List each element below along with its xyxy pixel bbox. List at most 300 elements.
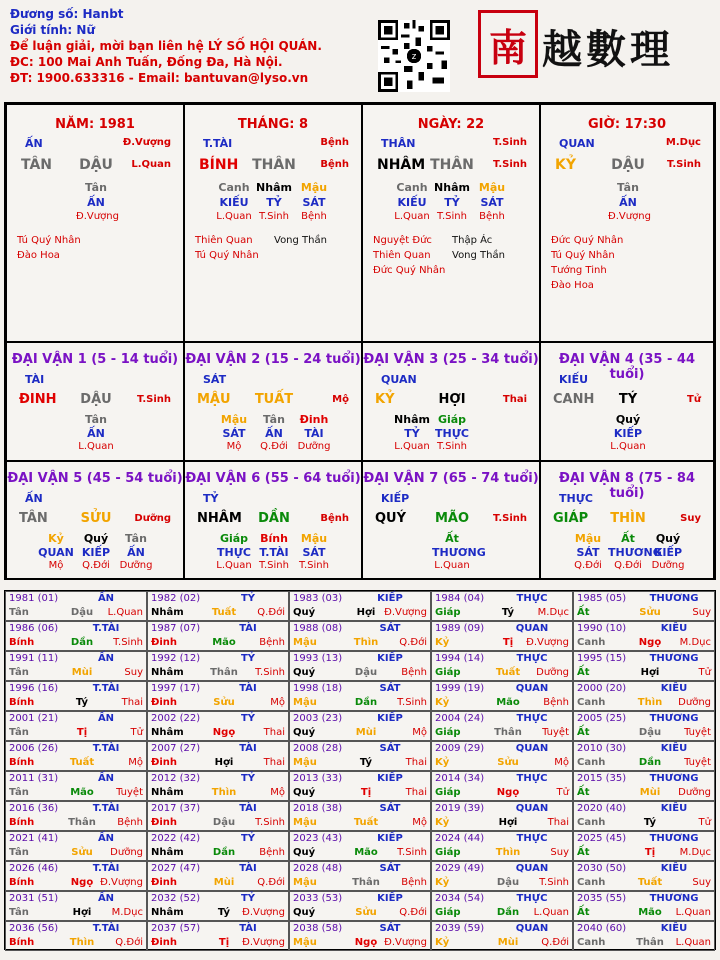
pillar-2[interactable]	[362, 104, 540, 342]
year-cell[interactable]	[573, 831, 715, 861]
hidden-stem: Tân	[85, 413, 107, 426]
year-cell[interactable]	[5, 921, 147, 951]
year-stem: Kỷ	[435, 877, 450, 888]
year-label: 2011 (31)	[9, 773, 59, 784]
hidden-life-stage: Q.Đới	[574, 560, 602, 571]
year-branch: Thân	[636, 937, 664, 948]
year-cell[interactable]	[573, 891, 715, 921]
year-label: 1998 (18)	[293, 683, 343, 694]
year-stem: Mậu	[293, 637, 317, 648]
year-label: 2033 (53)	[293, 893, 343, 904]
hidden-stem: Mậu	[220, 413, 248, 426]
year-cell[interactable]	[289, 801, 431, 831]
hidden-life-stage: L.Quan	[78, 441, 114, 452]
phone-email-line[interactable]: ĐT: 1900.633316 - Email: bantuvan@lyso.vn	[10, 71, 309, 85]
year-cell[interactable]	[289, 681, 431, 711]
year-cell[interactable]	[5, 831, 147, 861]
year-branch: Thìn	[353, 637, 379, 648]
year-stem: Mậu	[293, 937, 317, 948]
year-stem: Kỷ	[435, 817, 450, 828]
year-stem: Giáp	[435, 787, 461, 798]
year-stem: Giáp	[435, 607, 461, 618]
dai-van-stem: NHÂM	[197, 511, 242, 526]
year-cell[interactable]	[5, 861, 147, 891]
year-label: 2038 (58)	[293, 923, 343, 934]
earthly-branch: THÂN	[252, 157, 296, 173]
year-stem: Đinh	[151, 817, 178, 828]
year-cell[interactable]	[289, 651, 431, 681]
year-stem: Ất	[577, 727, 590, 738]
year-ten-god: KIÊU	[660, 623, 688, 634]
hidden-ten-god: SÁT	[302, 196, 326, 209]
hidden-life-stage: T.Sinh	[437, 441, 467, 452]
year-life-stage: L.Quan	[533, 907, 569, 918]
dai-van-ten-god: SÁT	[203, 373, 227, 386]
year-ten-god: SÁT	[379, 923, 401, 934]
year-label: 1983 (03)	[293, 593, 343, 604]
hidden-ten-god: ẤN	[87, 196, 105, 209]
year-ten-god: TÀI	[239, 743, 257, 754]
year-ten-god: TÀI	[239, 623, 257, 634]
hidden-ten-god: TỶ	[266, 196, 282, 209]
good-star: Đức Quý Nhân	[373, 265, 446, 276]
hidden-life-stage: L.Quan	[394, 211, 430, 222]
year-label: 1987 (07)	[151, 623, 201, 634]
year-branch: Tý	[501, 607, 515, 618]
year-branch: Dần	[638, 757, 662, 768]
year-stem: Kỷ	[435, 937, 450, 948]
good-star: Thiên Quan	[195, 235, 253, 246]
owner-name: Đương số: Hanbt	[10, 7, 124, 21]
year-life-stage: Dưỡng	[536, 667, 569, 678]
dai-van-life-stage: T.Sinh	[493, 513, 527, 524]
year-life-stage: Tử	[698, 667, 711, 678]
dai-van-life-stage: T.Sinh	[137, 394, 171, 405]
stem-life-stage: Bệnh	[320, 137, 349, 148]
hidden-stem: Canh	[396, 181, 428, 194]
hidden-ten-god: SÁT	[222, 427, 246, 440]
year-cell[interactable]	[5, 891, 147, 921]
hidden-ten-god: ẤN	[87, 427, 105, 440]
year-cell[interactable]	[147, 621, 289, 651]
year-cell[interactable]	[573, 801, 715, 831]
pillar-1[interactable]	[184, 104, 362, 342]
year-cell[interactable]	[5, 621, 147, 651]
year-stem: Quý	[293, 727, 316, 738]
dai-van-life-stage: Bệnh	[320, 513, 349, 524]
year-stem: Mậu	[293, 877, 317, 888]
year-cell[interactable]	[147, 651, 289, 681]
dai-van-branch: TUẤT	[254, 392, 294, 407]
year-branch: Sửu	[355, 907, 377, 918]
year-ten-god: KIÊU	[660, 923, 688, 934]
year-label: 2010 (30)	[577, 743, 627, 754]
earthly-branch: DẬU	[611, 157, 645, 173]
dai-van-4[interactable]	[540, 342, 714, 461]
year-cell[interactable]	[5, 801, 147, 831]
year-branch: Thân	[210, 667, 238, 678]
year-stem: Tân	[9, 787, 29, 798]
year-cell[interactable]	[573, 921, 715, 951]
hidden-life-stage: Đ.Vượng	[76, 211, 119, 222]
year-branch: Dần	[354, 697, 378, 708]
year-life-stage: T.Sinh	[113, 637, 143, 648]
year-label: 2022 (42)	[151, 833, 201, 844]
year-cell[interactable]	[147, 771, 289, 801]
year-branch: Tị	[218, 937, 230, 948]
year-stem: Giáp	[435, 907, 461, 918]
dai-van-ten-god: KIẾU	[559, 373, 589, 386]
year-label: 2024 (44)	[435, 833, 485, 844]
hidden-ten-god: THƯƠNG	[608, 546, 662, 559]
year-cell[interactable]	[431, 711, 573, 741]
year-cell[interactable]	[289, 741, 431, 771]
dai-van-6[interactable]	[184, 461, 362, 580]
year-stem: Ất	[577, 787, 590, 798]
year-cell[interactable]	[5, 771, 147, 801]
year-ten-god: TỶ	[240, 593, 256, 604]
year-life-stage: T.Sinh	[255, 667, 285, 678]
dai-van-ten-god: ẤN	[25, 492, 43, 505]
dai-van-stem: QUÝ	[375, 511, 407, 526]
hidden-stem: Tân	[125, 532, 147, 545]
year-ten-god: THỰC	[516, 833, 548, 844]
year-cell[interactable]	[5, 591, 147, 621]
year-cell[interactable]	[431, 891, 573, 921]
dai-van-title: ĐẠI VẬN 3 (25 - 34 tuổi)	[363, 352, 539, 367]
hidden-stem: Nhâm	[434, 181, 470, 194]
brand-logo	[478, 10, 710, 78]
year-cell[interactable]	[289, 831, 431, 861]
year-cell[interactable]	[5, 741, 147, 771]
hidden-life-stage: Q.Đới	[614, 560, 642, 571]
year-cell[interactable]	[147, 741, 289, 771]
hidden-life-stage: Bệnh	[479, 211, 505, 222]
hidden-life-stage: T.Sinh	[259, 560, 289, 571]
dai-van-stem: KỶ	[375, 392, 395, 407]
year-cell[interactable]	[289, 891, 431, 921]
year-cell[interactable]	[147, 831, 289, 861]
year-label: 1984 (04)	[435, 593, 485, 604]
heavenly-stem: NHÂM	[377, 157, 426, 173]
year-ten-god: ẤN	[97, 773, 115, 784]
gender: Giới tính: Nữ	[10, 23, 95, 37]
year-stem: Quý	[293, 667, 316, 678]
dai-van-title: ĐẠI VẬN 5 (45 - 54 tuổi)	[7, 471, 183, 486]
bad-star: Vong Thần	[274, 235, 327, 246]
year-label: 2012 (32)	[151, 773, 201, 784]
year-cell[interactable]	[147, 801, 289, 831]
year-stem: Canh	[577, 757, 606, 768]
year-life-stage: Bệnh	[117, 817, 143, 828]
hidden-ten-god: THỰC	[217, 546, 251, 559]
hidden-stem: Quý	[83, 532, 109, 545]
hidden-stem: Tân	[85, 181, 107, 194]
year-cell[interactable]	[147, 891, 289, 921]
dai-van-title: ĐẠI VẬN 8 (75 - 84 tuổi)	[559, 471, 695, 501]
year-cell[interactable]	[573, 591, 715, 621]
year-branch: Ngọ	[212, 727, 236, 738]
heavenly-stem: TÂN	[21, 157, 53, 173]
hidden-stem: Mậu	[478, 181, 506, 194]
year-branch: Hợi	[214, 757, 234, 768]
hidden-ten-god: TỶ	[404, 427, 420, 440]
year-stem: Giáp	[435, 847, 461, 858]
year-cell[interactable]	[573, 711, 715, 741]
hidden-life-stage: Dưỡng	[651, 560, 685, 571]
hidden-stem: Ất	[445, 532, 459, 545]
dai-van-3[interactable]	[362, 342, 540, 461]
year-stem: Tân	[9, 667, 29, 678]
year-ten-god: TỶ	[240, 713, 256, 724]
dai-van-stem: GIÁP	[553, 511, 589, 526]
year-life-stage: Tử	[130, 727, 143, 738]
year-stem: Đinh	[151, 637, 178, 648]
hidden-life-stage: L.Quan	[216, 211, 252, 222]
good-star: Thiên Quan	[373, 250, 431, 261]
heavenly-stem: BÍNH	[199, 157, 239, 173]
hidden-ten-god: THỰC	[435, 427, 469, 440]
dai-van-branch: HỢI	[438, 392, 466, 407]
dai-van-1[interactable]	[6, 342, 184, 461]
year-stem: Kỷ	[435, 637, 450, 648]
year-life-stage: L.Quan	[675, 907, 711, 918]
year-life-stage: M.Dục	[537, 607, 569, 618]
year-ten-god: SÁT	[379, 743, 401, 754]
year-ten-god: TÀI	[239, 923, 257, 934]
year-ten-god: T.TÀI	[92, 923, 120, 934]
year-ten-god: THƯƠNG	[649, 833, 699, 844]
year-branch: Mão	[354, 847, 378, 858]
year-cell[interactable]	[289, 621, 431, 651]
brand-name: 越數理	[542, 26, 674, 73]
year-label: 2009 (29)	[435, 743, 485, 754]
year-ten-god: QUAN	[515, 863, 549, 874]
year-stem: Canh	[577, 817, 606, 828]
hidden-ten-god: SÁT	[302, 546, 326, 559]
hidden-ten-god: TÀI	[304, 427, 324, 440]
year-label: 2018 (38)	[293, 803, 343, 814]
year-label: 1982 (02)	[151, 593, 201, 604]
year-label: 2014 (34)	[435, 773, 485, 784]
year-branch: Tuất	[495, 667, 521, 678]
hidden-ten-god: KIẾP	[653, 546, 683, 559]
year-label: 2030 (50)	[577, 863, 627, 874]
year-cell[interactable]	[147, 921, 289, 951]
year-branch: Thìn	[211, 787, 237, 798]
year-cell[interactable]	[289, 711, 431, 741]
pillar-title: GIỜ: 17:30	[588, 117, 666, 132]
year-cell[interactable]	[431, 651, 573, 681]
year-ten-god: KIẾP	[377, 833, 403, 844]
hidden-ten-god: KIẾP	[81, 546, 111, 559]
dai-van-branch: SỬU	[80, 511, 112, 526]
year-branch: Ngọ	[496, 787, 520, 798]
year-branch: Tị	[502, 637, 514, 648]
dai-van-7[interactable]	[362, 461, 540, 580]
year-branch: Dậu	[354, 667, 378, 678]
year-ten-god: QUAN	[515, 803, 549, 814]
year-life-stage: T.Sinh	[539, 877, 569, 888]
year-ten-god: TÀI	[239, 863, 257, 874]
good-star: Tú Quý Nhân	[17, 235, 81, 246]
hidden-ten-god: ẤN	[127, 546, 145, 559]
year-cell[interactable]	[147, 681, 289, 711]
dai-van-title: ĐẠI VẬN 7 (65 - 74 tuổi)	[363, 471, 539, 486]
year-ten-god: ẤN	[97, 713, 115, 724]
year-branch: Thân	[68, 817, 96, 828]
branch-life-stage: L.Quan	[131, 159, 171, 170]
year-label: 1997 (17)	[151, 683, 201, 694]
year-cell[interactable]	[289, 921, 431, 951]
hidden-ten-god: ẤN	[619, 196, 637, 209]
year-cell[interactable]	[431, 831, 573, 861]
stem-life-stage: M.Dục	[665, 137, 701, 148]
hidden-life-stage: Q.Đới	[82, 560, 110, 571]
year-life-stage: Tuyệt	[684, 727, 711, 738]
year-cell[interactable]	[289, 771, 431, 801]
year-cell[interactable]	[289, 861, 431, 891]
hidden-life-stage: Bệnh	[301, 211, 327, 222]
year-cell[interactable]	[147, 711, 289, 741]
year-cell[interactable]	[431, 621, 573, 651]
year-life-stage: Thai	[121, 697, 143, 708]
year-life-stage: L.Quan	[675, 937, 711, 948]
year-label: 2002 (22)	[151, 713, 201, 724]
year-cell[interactable]	[5, 681, 147, 711]
hidden-stem: Nhâm	[394, 413, 430, 426]
year-cell[interactable]	[5, 651, 147, 681]
dai-van-8[interactable]	[540, 461, 714, 580]
dai-van-5[interactable]	[6, 461, 184, 580]
year-stem: Nhâm	[151, 907, 184, 918]
pillar-0[interactable]	[6, 104, 184, 342]
year-cell[interactable]	[5, 711, 147, 741]
year-cell[interactable]	[573, 771, 715, 801]
year-cell[interactable]	[431, 801, 573, 831]
year-branch: Tý	[643, 817, 657, 828]
year-ten-god: KIẾP	[377, 713, 403, 724]
seal-stamp: 南	[478, 10, 538, 78]
hidden-life-stage: Dưỡng	[119, 560, 153, 571]
year-stem: Mậu	[293, 817, 317, 828]
year-label: 2001 (21)	[9, 713, 59, 724]
dai-van-ten-god: TỶ	[203, 492, 219, 505]
year-cell[interactable]	[431, 861, 573, 891]
year-life-stage: Suy	[692, 607, 711, 618]
year-stem: Canh	[577, 637, 606, 648]
year-label: 2021 (41)	[9, 833, 59, 844]
good-star: Tướng Tinh	[551, 265, 607, 276]
year-branch: Hợi	[498, 817, 518, 828]
year-label: 1996 (16)	[9, 683, 59, 694]
year-cell[interactable]	[431, 771, 573, 801]
year-label: 2016 (36)	[9, 803, 59, 814]
pillar-3[interactable]	[540, 104, 714, 342]
year-stem: Giáp	[435, 667, 461, 678]
branch-life-stage: T.Sinh	[667, 159, 701, 170]
year-life-stage: Tử	[556, 787, 569, 798]
year-cell[interactable]	[431, 741, 573, 771]
year-life-stage: Đ.Vượng	[384, 607, 427, 618]
year-stem: Bính	[9, 637, 35, 648]
year-label: 1994 (14)	[435, 653, 485, 664]
good-star: Tú Quý Nhân	[195, 250, 259, 261]
year-cell[interactable]	[573, 651, 715, 681]
year-cell[interactable]	[147, 861, 289, 891]
year-label: 1986 (06)	[9, 623, 59, 634]
hidden-life-stage: T.Sinh	[437, 211, 467, 222]
year-cell[interactable]	[573, 621, 715, 651]
good-star: Đào Hoa	[17, 250, 60, 261]
year-cell[interactable]	[431, 591, 573, 621]
year-label: 2040 (60)	[577, 923, 627, 934]
hidden-stem: Kỷ	[48, 532, 64, 545]
stem-life-stage: Đ.Vượng	[122, 137, 171, 148]
year-life-stage: Tử	[698, 817, 711, 828]
good-star: Đức Quý Nhân	[551, 235, 624, 246]
contact-line[interactable]: Để luận giải, mời bạn liên hệ LÝ SỐ HỘI QUÁN.	[10, 39, 322, 53]
year-life-stage: Q.Đới	[257, 607, 285, 618]
year-stem: Giáp	[435, 727, 461, 738]
dai-van-title: ĐẠI VẬN 6 (55 - 64 tuổi)	[185, 471, 361, 486]
year-ten-god: T.TÀI	[92, 803, 120, 814]
year-stem: Ất	[577, 847, 590, 858]
hidden-ten-god: KIẾU	[219, 196, 249, 209]
year-branch: Tuất	[211, 607, 237, 618]
year-cell[interactable]	[573, 681, 715, 711]
year-label: 2000 (20)	[577, 683, 627, 694]
year-cell[interactable]	[431, 681, 573, 711]
year-label: 1999 (19)	[435, 683, 485, 694]
year-cell[interactable]	[573, 861, 715, 891]
year-label: 2029 (49)	[435, 863, 485, 874]
dai-van-life-stage: Suy	[680, 513, 701, 524]
year-branch: Sửu	[213, 697, 235, 708]
year-stem: Bính	[9, 877, 35, 888]
year-branch: Mùi	[355, 727, 377, 738]
year-cell[interactable]	[147, 591, 289, 621]
year-branch: Thìn	[69, 937, 95, 948]
year-life-stage: Bệnh	[259, 637, 285, 648]
year-life-stage: Đ.Vượng	[100, 877, 143, 888]
dai-van-ten-god: QUAN	[381, 373, 417, 386]
dai-van-branch: DẦN	[258, 511, 290, 526]
year-label: 2008 (28)	[293, 743, 343, 754]
year-cell[interactable]	[573, 741, 715, 771]
dai-van-2[interactable]	[184, 342, 362, 461]
dai-van-title: ĐẠI VẬN 4 (35 - 44 tuổi)	[559, 352, 695, 382]
dai-van-ten-god: KIẾP	[381, 492, 410, 505]
year-ten-god: QUAN	[515, 623, 549, 634]
qr-code-icon[interactable]	[378, 20, 450, 92]
year-stem: Kỷ	[435, 697, 450, 708]
hidden-stem: Canh	[218, 181, 250, 194]
year-life-stage: Đ.Vượng	[526, 637, 569, 648]
year-ten-god: TỶ	[240, 893, 256, 904]
year-ten-god: QUAN	[515, 923, 549, 934]
year-branch: Tuất	[69, 757, 95, 768]
year-label: 2037 (57)	[151, 923, 201, 934]
dai-van-life-stage: Thai	[502, 394, 527, 405]
year-ten-god: T.TÀI	[92, 863, 120, 874]
year-cell[interactable]	[289, 591, 431, 621]
year-cell[interactable]	[431, 921, 573, 951]
year-label: 2025 (45)	[577, 833, 627, 844]
dai-van-stem: ĐINH	[19, 392, 57, 407]
hidden-ten-god: QUAN	[38, 546, 74, 559]
hidden-ten-god: ẤN	[265, 427, 283, 440]
